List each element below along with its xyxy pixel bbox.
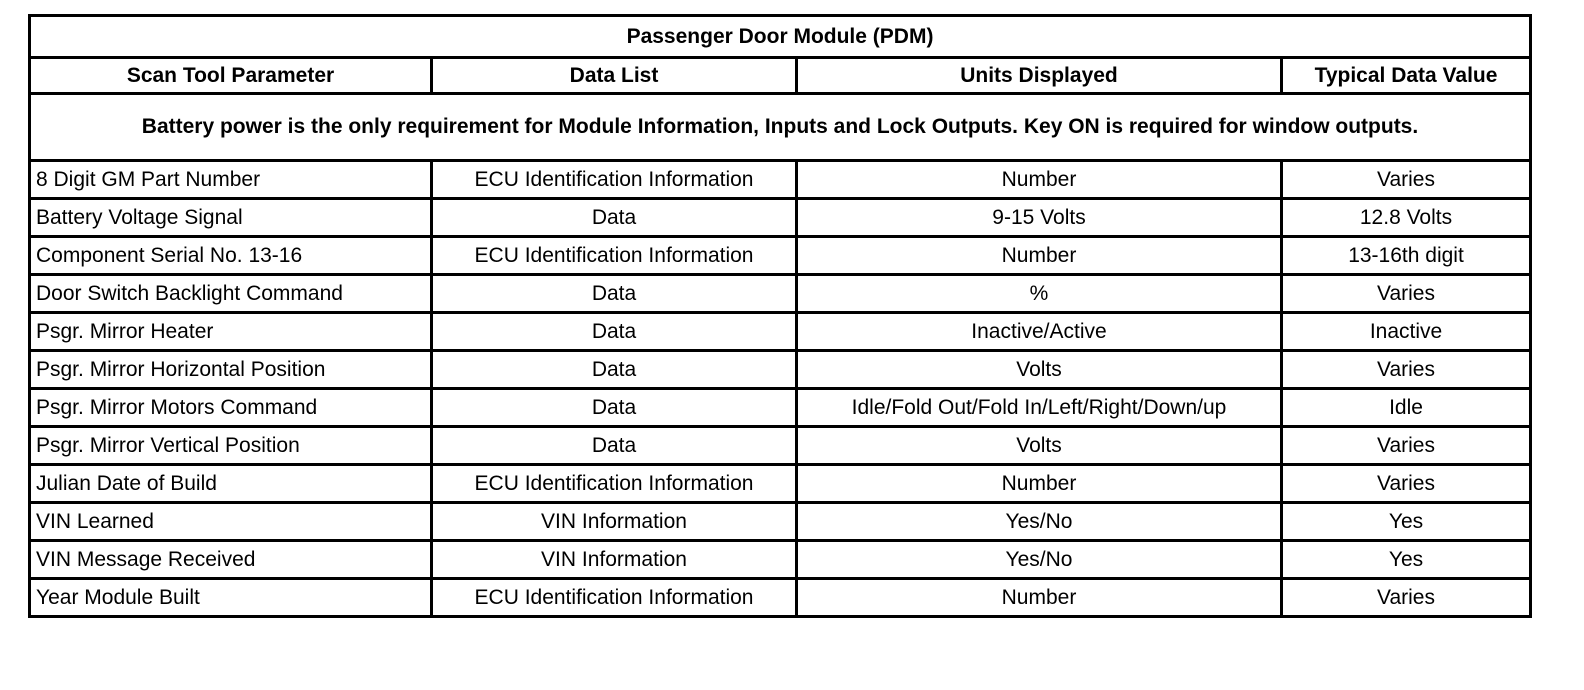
cell-units: Inactive/Active xyxy=(797,313,1282,351)
cell-parameter: VIN Message Received xyxy=(30,541,432,579)
table-row xyxy=(30,161,1531,199)
cell-units: Idle/Fold Out/Fold In/Left/Right/Down/up xyxy=(797,389,1282,427)
cell-typical-value: Yes xyxy=(1282,503,1531,541)
cell-data-list: Data xyxy=(432,275,797,313)
cell-parameter: Psgr. Mirror Motors Command xyxy=(30,389,432,427)
cell-data-list: ECU Identification Information xyxy=(432,579,797,617)
table-row xyxy=(30,427,1531,465)
header-typical-data-value: Typical Data Value xyxy=(1282,58,1531,94)
table-title: Passenger Door Module (PDM) xyxy=(30,16,1531,58)
cell-parameter: Year Module Built xyxy=(30,579,432,617)
table-row xyxy=(30,465,1531,503)
cell-typical-value: Varies xyxy=(1282,427,1531,465)
pdm-data-table xyxy=(28,14,1532,618)
table-row xyxy=(30,199,1531,237)
table-row xyxy=(30,541,1531,579)
table-note: Battery power is the only requirement for Module Information, Inputs and Lock Outputs. Key ON is required for window outputs. xyxy=(30,94,1531,161)
cell-parameter: Psgr. Mirror Horizontal Position xyxy=(30,351,432,389)
cell-data-list: Data xyxy=(432,199,797,237)
cell-data-list: ECU Identification Information xyxy=(432,465,797,503)
cell-typical-value: Varies xyxy=(1282,579,1531,617)
table-row xyxy=(30,389,1531,427)
cell-data-list: ECU Identification Information xyxy=(432,237,797,275)
cell-typical-value: Idle xyxy=(1282,389,1531,427)
cell-parameter: 8 Digit GM Part Number xyxy=(30,161,432,199)
cell-parameter: Julian Date of Build xyxy=(30,465,432,503)
cell-data-list: ECU Identification Information xyxy=(432,161,797,199)
cell-typical-value: Varies xyxy=(1282,275,1531,313)
cell-units: Number xyxy=(797,161,1282,199)
cell-units: Number xyxy=(797,237,1282,275)
cell-parameter: Component Serial No. 13-16 xyxy=(30,237,432,275)
cell-units: Volts xyxy=(797,427,1282,465)
cell-parameter: VIN Learned xyxy=(30,503,432,541)
cell-typical-value: Varies xyxy=(1282,161,1531,199)
cell-parameter: Door Switch Backlight Command xyxy=(30,275,432,313)
table-row xyxy=(30,351,1531,389)
header-units-displayed: Units Displayed xyxy=(797,58,1282,94)
cell-typical-value: 13-16th digit xyxy=(1282,237,1531,275)
cell-units: Yes/No xyxy=(797,541,1282,579)
table-note-row xyxy=(30,94,1531,161)
cell-units: Number xyxy=(797,465,1282,503)
cell-data-list: Data xyxy=(432,389,797,427)
table-title-row xyxy=(30,16,1531,58)
cell-units: 9-15 Volts xyxy=(797,199,1282,237)
cell-data-list: VIN Information xyxy=(432,503,797,541)
cell-data-list: Data xyxy=(432,351,797,389)
cell-parameter: Psgr. Mirror Vertical Position xyxy=(30,427,432,465)
cell-typical-value: 12.8 Volts xyxy=(1282,199,1531,237)
cell-parameter: Psgr. Mirror Heater xyxy=(30,313,432,351)
cell-typical-value: Yes xyxy=(1282,541,1531,579)
cell-data-list: Data xyxy=(432,313,797,351)
cell-units: % xyxy=(797,275,1282,313)
cell-typical-value: Varies xyxy=(1282,465,1531,503)
cell-units: Number xyxy=(797,579,1282,617)
header-scan-tool-parameter: Scan Tool Parameter xyxy=(30,58,432,94)
header-data-list: Data List xyxy=(432,58,797,94)
table-row xyxy=(30,313,1531,351)
table-row xyxy=(30,503,1531,541)
cell-typical-value: Inactive xyxy=(1282,313,1531,351)
cell-units: Volts xyxy=(797,351,1282,389)
cell-parameter: Battery Voltage Signal xyxy=(30,199,432,237)
table-row xyxy=(30,275,1531,313)
table-row xyxy=(30,237,1531,275)
table-row xyxy=(30,579,1531,617)
cell-units: Yes/No xyxy=(797,503,1282,541)
cell-data-list: VIN Information xyxy=(432,541,797,579)
cell-data-list: Data xyxy=(432,427,797,465)
cell-typical-value: Varies xyxy=(1282,351,1531,389)
table-header-row xyxy=(30,58,1531,94)
